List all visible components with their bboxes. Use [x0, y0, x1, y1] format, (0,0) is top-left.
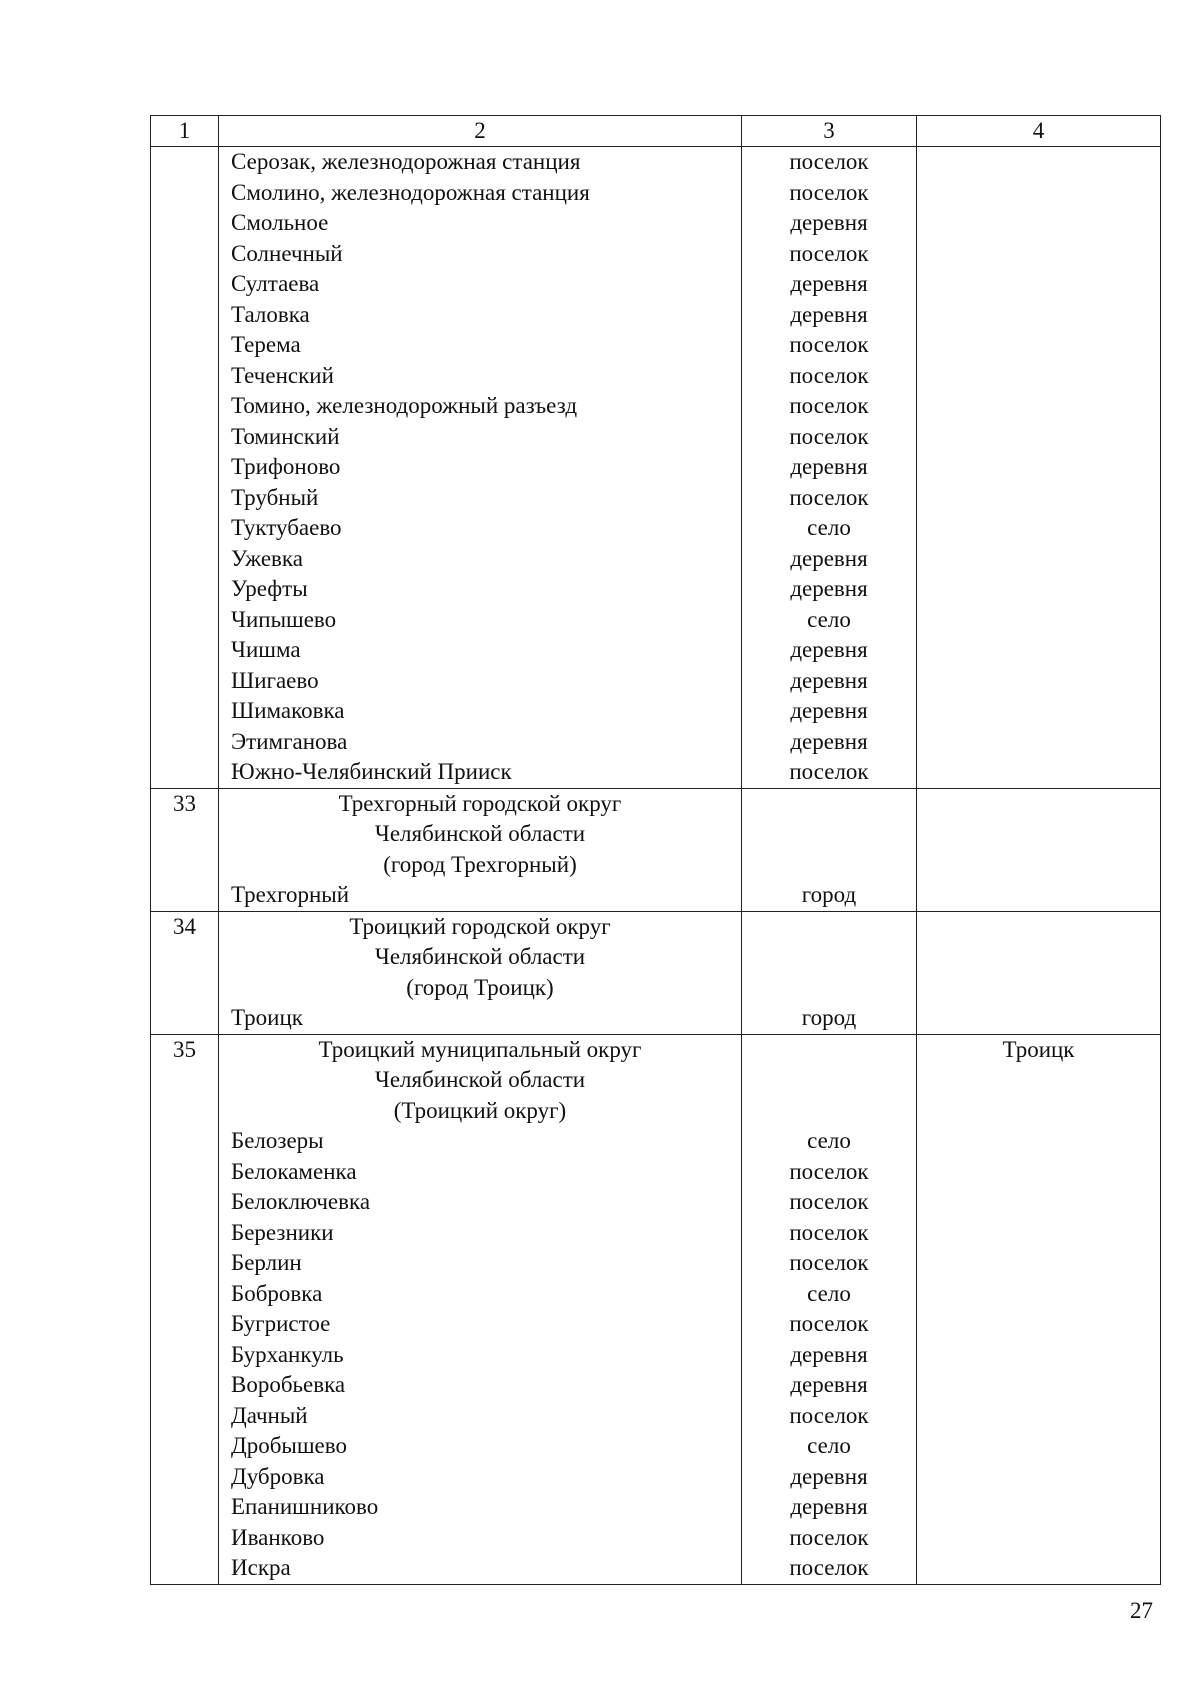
settlement-type: деревня	[790, 667, 868, 693]
settlement-type: деревня	[790, 637, 868, 662]
settlement-name: Южно-Челябинский Прииск	[231, 759, 512, 784]
district-title-line: Троицкий муниципальный округ	[318, 1036, 642, 1062]
type-spacer	[742, 912, 916, 943]
settlement-type: поселок	[789, 1158, 869, 1184]
settlement-name: Бурханкуль	[231, 1341, 344, 1367]
type-spacer	[742, 850, 916, 881]
settlement-type: поселок	[789, 179, 869, 205]
settlement-type: город	[801, 1005, 857, 1030]
settlement-type: село	[807, 1433, 851, 1458]
group-number: 35	[173, 1036, 196, 1062]
settlement-name: Бобровка	[231, 1280, 323, 1306]
district-group	[151, 911, 1161, 1034]
district-title-line: Челябинской области	[374, 821, 586, 846]
settlement-type: поселок	[789, 1311, 869, 1336]
district-title-line: Трехгорный городской округ	[338, 790, 622, 816]
settlement-type: деревня	[790, 1341, 868, 1367]
settlement-name: Искра	[231, 1555, 291, 1580]
types-cell	[742, 1034, 917, 1584]
settlement-name: Берлин	[231, 1250, 302, 1275]
header-col-4: 4	[917, 116, 1161, 147]
admin-center: Троицк	[1002, 1036, 1075, 1062]
settlement-name: Смолино, железнодорожная станция	[231, 179, 590, 205]
settlements-table	[150, 115, 1161, 1585]
settlement-type: село	[807, 606, 851, 632]
settlement-type: поселок	[789, 484, 869, 510]
settlement-type: поселок	[789, 1524, 869, 1550]
settlement-name: Чишма	[231, 637, 301, 662]
types-cell	[742, 147, 917, 789]
types-cell	[742, 788, 917, 911]
type-spacer	[742, 1096, 916, 1127]
settlement-name: Епанишниково	[231, 1494, 379, 1519]
admin-center-cell	[917, 911, 1161, 1034]
settlement-type: поселок	[789, 1555, 869, 1580]
settlement-type: поселок	[789, 759, 869, 784]
settlement-name: Иванково	[231, 1524, 325, 1550]
group-number-cell	[151, 1034, 219, 1584]
types-cell	[742, 911, 917, 1034]
settlement-name: Чипышево	[231, 606, 337, 632]
type-spacer	[742, 789, 916, 820]
settlement-name: Белокаменка	[231, 1158, 357, 1184]
header-col-3: 3	[742, 116, 917, 147]
settlement-type: поселок	[789, 362, 869, 388]
group-number: 34	[173, 913, 196, 939]
settlement-type: деревня	[790, 728, 868, 754]
settlement-name: Ужевка	[231, 545, 303, 571]
district-title-line: Троицкий городской округ	[349, 913, 611, 939]
names-cell	[219, 147, 742, 789]
settlement-name: Шимаковка	[231, 698, 345, 723]
settlement-type: поселок	[789, 1219, 869, 1245]
settlement-name: Смольное	[231, 210, 329, 235]
header-row	[151, 116, 1161, 147]
district-title-line: Челябинской области	[374, 944, 586, 969]
settlement-name: Березники	[231, 1219, 334, 1245]
settlement-type: деревня	[790, 698, 868, 723]
type-spacer	[742, 973, 916, 1004]
district-title-line: (город Трехгорный)	[383, 851, 577, 877]
settlement-type: деревня	[790, 576, 868, 601]
settlement-name: Трифоново	[231, 454, 341, 479]
settlement-name: Бугристое	[231, 1311, 331, 1336]
settlement-type: деревня	[790, 271, 868, 296]
admin-center-cell	[917, 147, 1161, 789]
settlement-type: деревня	[790, 545, 868, 571]
settlement-type: поселок	[789, 149, 869, 174]
settlement-name: Шигаево	[231, 667, 319, 693]
settlement-name: Дубровка	[231, 1463, 325, 1489]
settlement-name: Теченский	[231, 362, 334, 388]
settlement-name: Белозеры	[231, 1128, 324, 1153]
settlement-name: Воробьевка	[231, 1372, 346, 1397]
settlement-name: Трубный	[231, 484, 319, 510]
settlement-type: город	[801, 882, 857, 907]
settlement-name: Туктубаево	[231, 515, 342, 540]
settlement-name: Султаева	[231, 271, 320, 296]
settlement-name: Трехгорный	[231, 882, 350, 907]
settlement-type: поселок	[789, 393, 869, 418]
header-col-1: 1	[151, 116, 219, 147]
group-number-cell	[151, 911, 219, 1034]
settlement-type: село	[807, 1280, 851, 1306]
page-number: 27	[1130, 1598, 1153, 1623]
settlement-type: деревня	[790, 1463, 868, 1489]
district-group	[151, 788, 1161, 911]
district-title-line: (Троицкий округ)	[393, 1097, 567, 1123]
table-body	[151, 147, 1161, 1585]
settlement-type: деревня	[790, 301, 868, 327]
settlement-name: Троицк	[231, 1005, 303, 1030]
admin-center-cell	[917, 788, 1161, 911]
names-cell	[219, 788, 742, 911]
settlement-name: Белоключевка	[231, 1189, 371, 1214]
settlement-name: Терема	[231, 332, 301, 357]
names-cell	[219, 911, 742, 1034]
settlement-type: деревня	[790, 454, 868, 479]
district-group	[151, 1034, 1161, 1584]
settlement-name: Томино, железнодорожный разъезд	[231, 393, 578, 418]
settlement-name: Дробышево	[231, 1433, 347, 1458]
settlement-type: поселок	[789, 423, 869, 449]
names-cell	[219, 1034, 742, 1584]
settlement-name: Урефты	[231, 576, 308, 601]
settlement-name: Солнечный	[231, 240, 343, 266]
settlement-type: поселок	[789, 332, 869, 357]
settlement-name: Серозак, железнодорожная станция	[231, 149, 581, 174]
settlement-type: село	[807, 1128, 851, 1153]
type-spacer	[742, 1035, 916, 1066]
type-spacer	[742, 1065, 916, 1096]
header-col-2: 2	[219, 116, 742, 147]
settlement-type: поселок	[789, 240, 869, 266]
district-title-line: Челябинской области	[374, 1067, 586, 1092]
type-spacer	[742, 942, 916, 973]
settlement-type: поселок	[789, 1402, 869, 1428]
settlement-name: Томинский	[231, 423, 340, 449]
type-spacer	[742, 819, 916, 850]
settlement-name: Дачный	[231, 1402, 308, 1428]
settlement-type: деревня	[790, 1372, 868, 1397]
settlement-type: поселок	[789, 1250, 869, 1275]
settlement-type: деревня	[790, 1494, 868, 1519]
settlement-name: Этимганова	[231, 728, 348, 754]
district-title-line: (город Троицк)	[406, 974, 554, 1000]
settlement-type: село	[807, 515, 851, 540]
continuation-group	[151, 147, 1161, 789]
settlement-name: Таловка	[231, 301, 310, 327]
settlement-type: деревня	[790, 210, 868, 235]
admin-center-cell	[917, 1034, 1161, 1584]
group-number: 33	[173, 790, 196, 816]
group-number-cell	[151, 147, 219, 789]
group-number-cell	[151, 788, 219, 911]
settlement-type: поселок	[789, 1189, 869, 1214]
